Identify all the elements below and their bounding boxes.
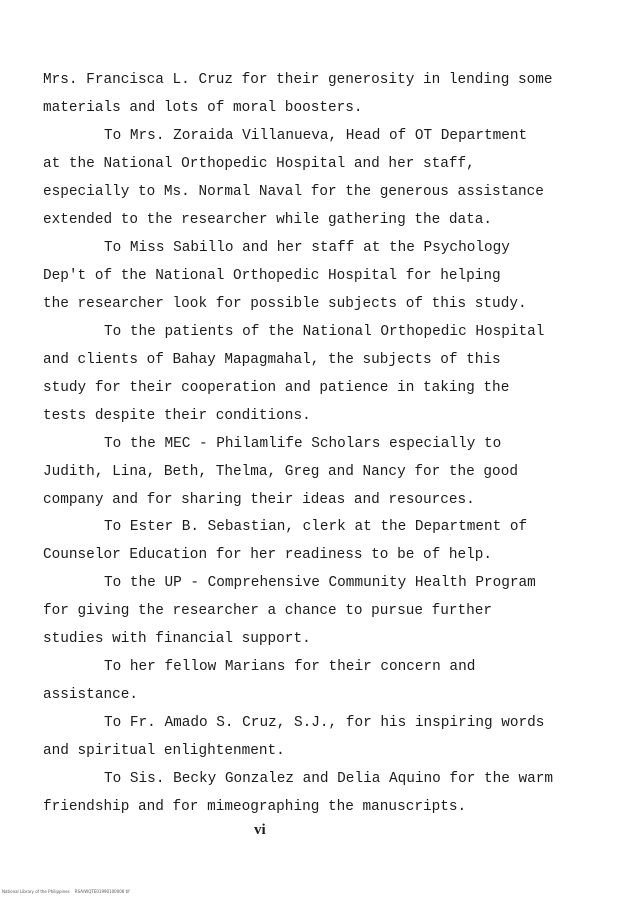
text-line: To the patients of the National Orthopedic Hospital	[104, 324, 545, 340]
text-line: Judith, Lina, Beth, Thelma, Greg and Nancy for the good	[43, 464, 518, 480]
text-line: and spiritual enlightenment.	[43, 743, 285, 759]
text-line: at the National Orthopedic Hospital and her staff,	[43, 156, 475, 172]
text-line: especially to Ms. Normal Naval for the generous assistance	[43, 184, 544, 200]
text-line: To Mrs. Zoraida Villanueva, Head of OT Department	[104, 128, 528, 144]
text-line: studies with financial support.	[43, 631, 311, 647]
text-line: To Fr. Amado S. Cruz, S.J., for his inspiring words	[104, 715, 545, 731]
text-line: the researcher look for possible subjects of this study.	[43, 296, 527, 312]
text-line: Mrs. Francisca L. Cruz for their generosity in lending some	[43, 72, 553, 88]
text-line: friendship and for mimeographing the manuscripts.	[43, 799, 467, 815]
page-number: vi	[254, 822, 266, 838]
text-line: To the UP - Comprehensive Community Health Program	[104, 575, 536, 591]
text-line: Counselor Education for her readiness to be of help.	[43, 547, 493, 563]
text-line: extended to the researcher while gathering the data.	[43, 212, 493, 228]
text-line: To Ester B. Sebastian, clerk at the Department of	[104, 519, 528, 535]
text-line: To Sis. Becky Gonzalez and Delia Aquino for the warm	[104, 771, 554, 787]
text-line: tests despite their conditions.	[43, 408, 311, 424]
scan-footer: National Library of the Philippines RSA/WQTE01990100006 tif	[2, 889, 130, 894]
text-line: study for their cooperation and patience in taking the	[43, 380, 510, 396]
text-line: company and for sharing their ideas and resources.	[43, 492, 475, 508]
text-line: assistance.	[43, 687, 138, 703]
text-line: To the MEC - Philamlife Scholars especially to	[104, 436, 502, 452]
text-line: To her fellow Marians for their concern and	[104, 659, 476, 675]
text-line: for giving the researcher a chance to pursue further	[43, 603, 493, 619]
text-line: and clients of Bahay Mapagmahal, the subjects of this	[43, 352, 501, 368]
text-line: Dep't of the National Orthopedic Hospital for helping	[43, 268, 501, 284]
text-line: To Miss Sabillo and her staff at the Psychology	[104, 240, 510, 256]
text-line: materials and lots of moral boosters.	[43, 100, 363, 116]
